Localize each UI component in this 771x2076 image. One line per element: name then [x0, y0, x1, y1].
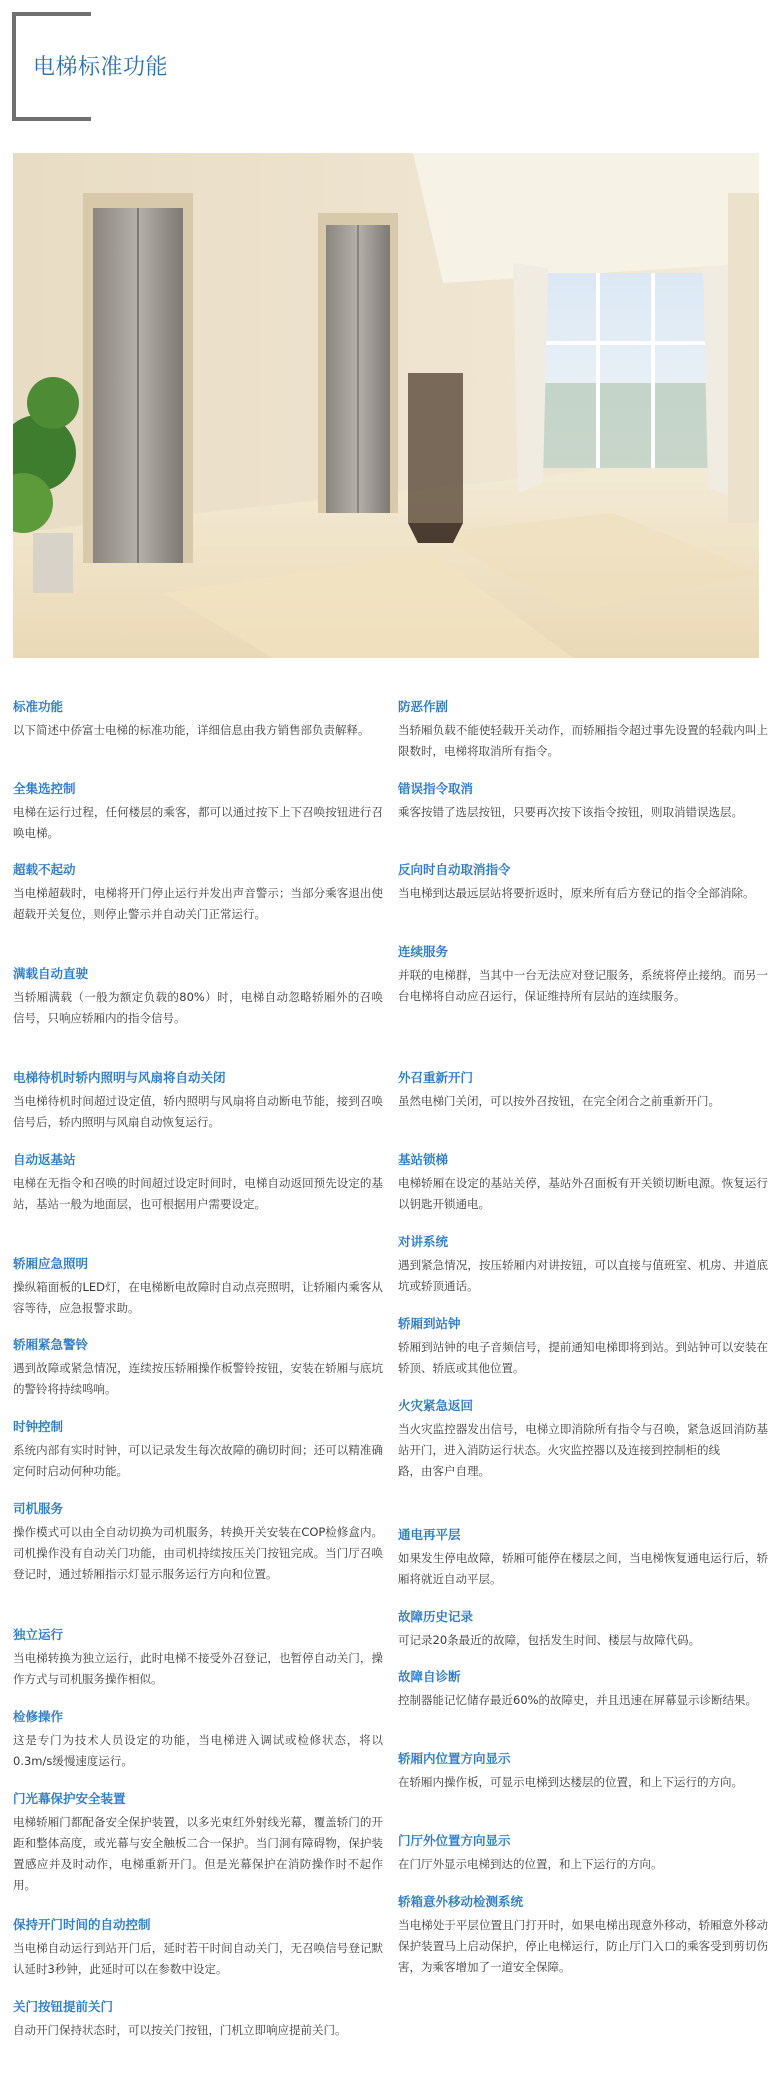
feature-desc: 电梯在无指令和召唤的时间超过设定时间时，电梯自动返回预先设定的基站，基站一般为地面层，也可根据用户需要设定。 [13, 1176, 383, 1211]
feature-title: 基站锁梯 [398, 1152, 449, 1167]
feature-desc: 以下简述中侨富士电梯的标准功能，详细信息由我方销售部负责解释。 [13, 723, 370, 737]
feature-desc: 虽然电梯门关闭，可以按外召按钮，在完全闭合之前重新开门。 [398, 1094, 720, 1108]
feature-desc: 轿厢到站钟的电子音频信号，提前通知电梯即将到站。到站钟可以安装在轿顶、轿底或其他位置。 [398, 1340, 768, 1375]
feature-item [398, 1233, 768, 1297]
feature-title: 自动返基站 [13, 1152, 76, 1167]
feature-desc: 自动开门保持状态时，可以按关门按钮，门机立即响应提前关门。 [13, 2023, 347, 2037]
feature-title: 检修操作 [13, 1709, 64, 1724]
feature-title: 故障历史记录 [398, 1609, 474, 1624]
feature-item [13, 1626, 383, 1690]
feature-desc: 当电梯处于平层位置且门打开时，如果电梯出现意外移动，轿厢意外移动保护装置马上启动保护，停止电梯运行，防止厅门入口的乘客受到剪切伤害，为乘客增加了一道安全保障。 [398, 1918, 768, 1974]
feature-desc: 电梯轿厢门都配备安全保护装置，以多光束红外射线光幕，覆盖轿门的开距和整体高度，或光幕与安全触板二合一保护。当门洞有障碍物，保护装置感应并及时动作，电梯重新开门。但是光幕保护在消防操作时不起作用。 [13, 1815, 383, 1892]
feature-item [13, 1069, 383, 1133]
feature-title: 电梯待机时轿内照明与风扇将自动关闭 [13, 1070, 226, 1085]
feature-item [398, 698, 768, 762]
feature-desc: 并联的电梯群，当其中一台无法应对登记服务，系统将停止接纳。而另一台电梯将自动应召运行，保证维持所有层站的连续服务。 [398, 968, 768, 1003]
feature-title: 标准功能 [13, 699, 64, 714]
feature-desc: 如果发生停电故障，轿厢可能停在楼层之间，当电梯恢复通电运行后，轿厢将就近自动平层。 [398, 1551, 768, 1586]
feature-item [398, 861, 768, 904]
feature-title: 司机服务 [13, 1501, 64, 1516]
feature-item [398, 1608, 768, 1651]
feature-item [13, 965, 383, 1029]
feature-item [13, 698, 383, 741]
feature-item [13, 861, 383, 925]
feature-title: 连续服务 [398, 944, 449, 959]
feature-title: 反向时自动取消指令 [398, 862, 511, 877]
feature-title: 防恶作剧 [398, 699, 449, 714]
feature-desc: 可记录20条最近的故障，包括发生时间、楼层与故障代码。 [398, 1633, 701, 1647]
feature-title: 时钟控制 [13, 1419, 64, 1434]
elevator-lobby-image [13, 153, 759, 658]
feature-desc: 遇到故障或紧急情况，连续按压轿厢操作板警铃按钮，安装在轿厢与底坑的警铃将持续鸣响。 [13, 1361, 383, 1396]
feature-title: 轿厢应急照明 [13, 1256, 89, 1271]
feature-desc: 操作模式可以由全自动切换为司机服务，转换开关安装在COP检修盒内。司机操作没有自动关门功能，由司机持续按压关门按钮完成。当门厅召唤登记时，通过轿厢指示灯显示服务运行方向和位置。 [13, 1525, 383, 1581]
feature-title: 故障自诊断 [398, 1669, 461, 1684]
feature-title: 关门按钮提前关门 [13, 1999, 114, 2014]
feature-desc: 当火灾监控器发出信号，电梯立即消除所有指令与召唤，紧急返回消防基站开门，进入消防运行状态。火灾监控器以及连接到控制柜的线 路，由客户自理。 [398, 1422, 768, 1478]
feature-item [13, 1708, 383, 1772]
feature-item [398, 943, 768, 1007]
feature-title: 轿厢紧急警铃 [13, 1337, 89, 1352]
feature-title: 轿厢内位置方向显示 [398, 1751, 511, 1766]
feature-item [398, 1526, 768, 1590]
feature-item [398, 1893, 768, 1978]
feature-title: 门光幕保护安全装置 [13, 1791, 126, 1806]
feature-title: 通电再平层 [398, 1527, 461, 1542]
feature-title: 独立运行 [13, 1627, 64, 1642]
feature-desc: 当轿厢负载不能使轻载开关动作，而轿厢指令超过事先设置的轻载内叫上限数时，电梯将取消所有指令。 [398, 723, 768, 758]
feature-item [13, 1336, 383, 1400]
feature-item [398, 1832, 768, 1875]
feature-item [398, 1069, 768, 1112]
feature-item [398, 1750, 768, 1793]
feature-item [398, 1668, 768, 1711]
feature-item [398, 780, 768, 823]
feature-desc: 控制器能记忆储存最近60%的故障史，并且迅速在屏幕显示诊断结果。 [398, 1693, 758, 1707]
feature-desc: 当电梯到达最远层站将要折返时，原来所有后方登记的指令全部消除。 [398, 886, 755, 900]
feature-title: 保持开门时间的自动控制 [13, 1917, 151, 1932]
feature-title: 超载不起动 [13, 862, 76, 877]
feature-item [13, 1500, 383, 1585]
feature-item [398, 1397, 768, 1482]
feature-title: 火灾紧急返回 [398, 1398, 474, 1413]
feature-item [13, 1916, 383, 1980]
feature-desc: 在轿厢内操作板，可显示电梯到达楼层的位置，和上下运行的方向。 [398, 1775, 743, 1789]
feature-desc: 电梯轿厢在设定的基站关停，基站外召面板有开关锁切断电源。恢复运行以钥匙开锁通电。 [398, 1176, 768, 1211]
feature-desc: 当轿厢满载（一般为额定负载的80%）时，电梯自动忽略轿厢外的召唤信号，只响应轿厢内的指令信号。 [13, 990, 383, 1025]
feature-item [13, 780, 383, 844]
feature-item [398, 1315, 768, 1379]
feature-desc: 遇到紧急情况，按压轿厢内对讲按钮，可以直接与值班室、机房、井道底坑或轿顶通话。 [398, 1258, 768, 1293]
feature-item [13, 1998, 383, 2041]
feature-item [13, 1418, 383, 1482]
feature-item [398, 1151, 768, 1215]
feature-desc: 在门厅外显示电梯到达的位置，和上下运行的方向。 [398, 1857, 663, 1871]
feature-title: 轿厢到站钟 [398, 1316, 461, 1331]
feature-item [13, 1255, 383, 1319]
feature-item [13, 1790, 383, 1896]
feature-desc: 当电梯超载时，电梯将开门停止运行并发出声音警示；当部分乘客退出使超载开关复位，则停止警示并自动关门正常运行。 [13, 886, 383, 921]
feature-title: 轿箱意外移动检测系统 [398, 1894, 524, 1909]
feature-desc: 当电梯待机时间超过设定值，轿内照明与风扇将自动断电节能，接到召唤信号后，轿内照明与风扇自动恢复运行。 [13, 1094, 383, 1129]
page-title: 电梯标准功能 [33, 55, 169, 80]
feature-desc: 乘客按错了选层按钮，只要再次按下该指令按钮，则取消错误选层。 [398, 805, 743, 819]
feature-title: 外召重新开门 [398, 1070, 474, 1085]
feature-item [13, 1151, 383, 1215]
feature-desc: 系统内部有实时时钟，可以记录发生每次故障的确切时间；还可以精准确定何时启动何种功能。 [13, 1443, 383, 1478]
feature-title: 对讲系统 [398, 1234, 449, 1249]
feature-desc: 当电梯转换为独立运行，此时电梯不接受外召登记，也暂停自动关门，操作方式与司机服务操作相似。 [13, 1651, 383, 1686]
feature-title: 全集选控制 [13, 781, 76, 796]
feature-title: 门厅外位置方向显示 [398, 1833, 511, 1848]
feature-desc: 当电梯自动运行到站开门后，延时若干时间自动关门，无召唤信号登记默认延时3秒钟，此延时可以在参数中设定。 [13, 1941, 383, 1976]
feature-desc: 电梯在运行过程，任何楼层的乘客，都可以通过按下上下召唤按钮进行召唤电梯。 [13, 805, 383, 840]
feature-desc: 操纵箱面板的LED灯，在电梯断电故障时自动点亮照明，让轿厢内乘客从容等待，应急报警求助。 [13, 1280, 383, 1315]
feature-title: 错误指令取消 [398, 781, 474, 796]
feature-title: 满载自动直驶 [13, 966, 89, 981]
feature-desc: 这是专门为技术人员设定的功能，当电梯进入调试或检修状态，将以0.3m/s缓慢速度运行。 [13, 1733, 383, 1768]
